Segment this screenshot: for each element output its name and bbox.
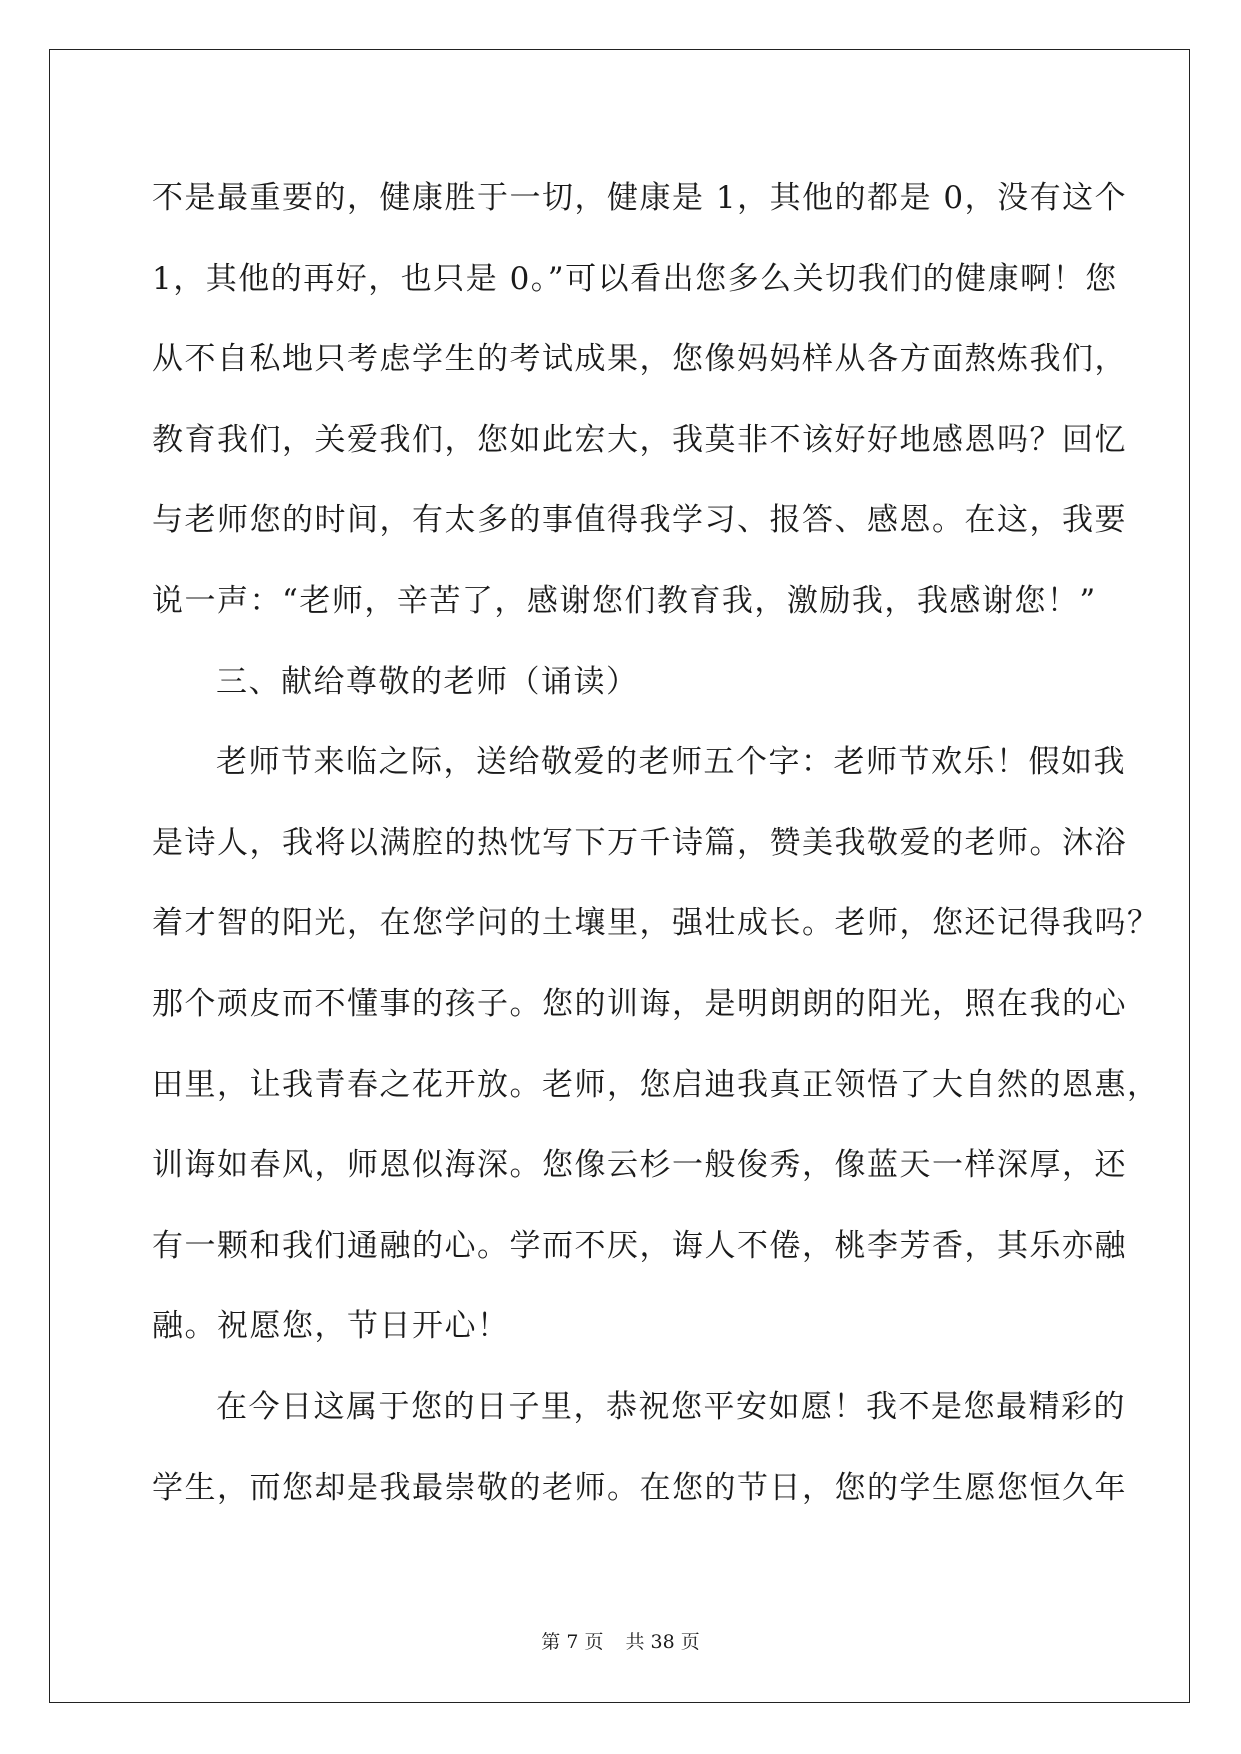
text-line: 有一颗和我们通融的心。学而不厌，诲人不倦，桃李芳香，其乐亦融 <box>152 1227 1127 1264</box>
page-number: 第 7 页 <box>541 1631 604 1653</box>
text-line: 田里，让我青春之花开放。老师，您启迪我真正领悟了大自然的恩惠， <box>152 1066 1160 1103</box>
text-line: 在今日这属于您的日子里，恭祝您平安如愿！我不是您最精彩的 <box>216 1388 1126 1425</box>
text-line: 从不自私地只考虑学生的考试成果，您像妈妈样从各方面熬炼我们， <box>152 341 1127 378</box>
text-line: 教育我们，关爱我们，您如此宏大，我莫非不该好好地感恩吗？回忆 <box>152 421 1127 458</box>
text-line: 与老师您的时间，有太多的事值得我学习、报答、感恩。在这，我要 <box>152 502 1127 539</box>
text-line: 学生，而您却是我最崇敬的老师。在您的节日，您的学生愿您恒久年 <box>152 1469 1127 1506</box>
text-line: 说一声：“老师，辛苦了，感谢您们教育我，激励我，我感谢您！” <box>152 582 1097 619</box>
text-line: 老师节来临之际，送给敬爱的老师五个字：老师节欢乐！假如我 <box>216 744 1126 781</box>
text-line: 着才智的阳光，在您学问的土壤里，强壮成长。老师，您还记得我吗？ <box>152 905 1160 942</box>
text-line: 融。祝愿您，节日开心！ <box>152 1308 510 1345</box>
text-line: 是诗人，我将以满腔的热忱写下万千诗篇，赞美我敬爱的老师。沐浴 <box>152 824 1127 861</box>
text-line: 三、献给尊敬的老师（诵读） <box>216 663 639 700</box>
text-line: 1，其他的再好，也只是 0。”可以看出您多么关切我们的健康啊！您 <box>152 260 1118 297</box>
text-line: 那个顽皮而不懂事的孩子。您的训诲，是明朗朗的阳光，照在我的心 <box>152 985 1127 1022</box>
text-line: 不是最重要的，健康胜于一切，健康是 1，其他的都是 0，没有这个 <box>152 180 1128 216</box>
page-footer <box>0 1630 1241 1654</box>
document-body <box>152 158 1160 1528</box>
page-total: 共 38 页 <box>625 1631 700 1653</box>
text-line: 训诲如春风，师恩似海深。您像云杉一般俊秀，像蓝天一样深厚，还 <box>152 1147 1127 1184</box>
